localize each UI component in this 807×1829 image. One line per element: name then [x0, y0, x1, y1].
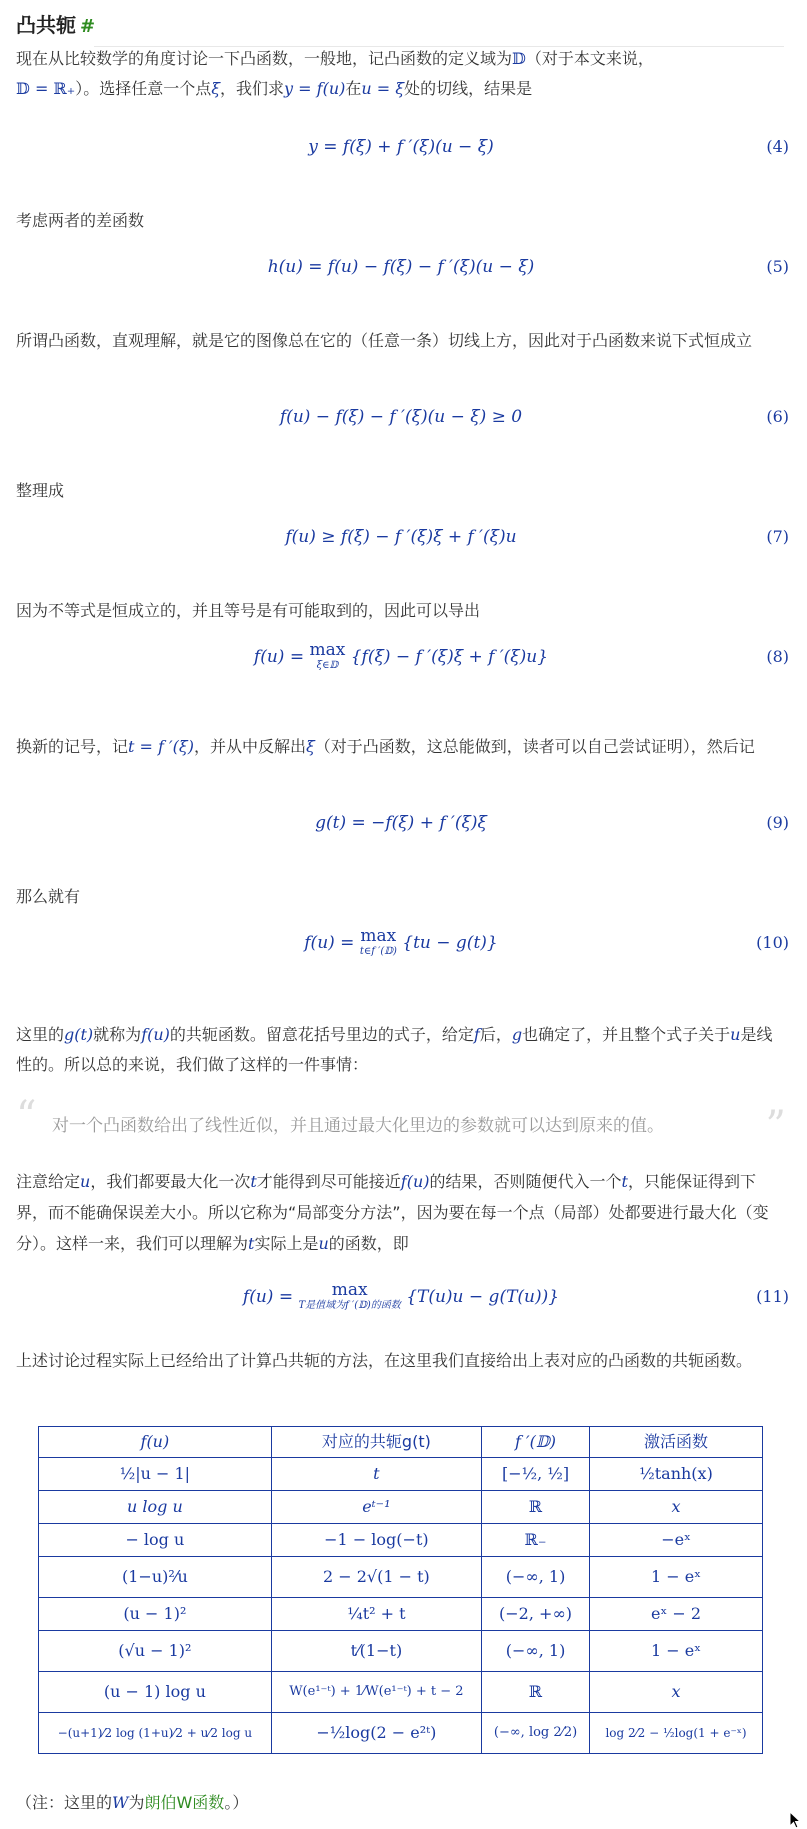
- table-row: [39, 1491, 763, 1524]
- cell: ℝ: [482, 1491, 590, 1524]
- cell: 2 − 2√(1 − t): [271, 1557, 481, 1598]
- quote-text: 对一个凸函数给出了线性近似，并且通过最大化里边的参数就可以达到原来的值。: [52, 1116, 664, 1136]
- cell: t⁄(1−t): [271, 1631, 481, 1672]
- cell: eˣ − 2: [590, 1598, 763, 1631]
- eq-lhs: f(u) =: [253, 647, 305, 667]
- math-t: t: [621, 1172, 628, 1191]
- text: （对于本文来说，: [525, 49, 654, 68]
- text: 。）: [224, 1793, 249, 1812]
- text: 在: [345, 79, 362, 98]
- cell: (√u − 1)²: [39, 1631, 272, 1672]
- header-conjugate: 对应的共轭g(t): [271, 1427, 481, 1458]
- cell: ½|u − 1|: [39, 1458, 272, 1491]
- text: ，并从中反解出: [193, 737, 306, 756]
- close-quote-icon: ”: [765, 1103, 786, 1149]
- heading-title: 凸共轭: [16, 13, 76, 37]
- text: ，我们都要最大化一次: [90, 1172, 251, 1191]
- math-t: t = f ′(ξ): [128, 737, 194, 756]
- max-operator: [360, 926, 397, 958]
- equation-number-6: (6): [766, 407, 789, 426]
- paragraph-local-variational: [16, 1166, 786, 1259]
- math-yfu: y = f(u): [284, 79, 346, 98]
- equation-number-5: (5): [766, 257, 789, 276]
- equation-7: f(u) ≥ f(ξ) − f ′(ξ)ξ + f ′(ξ)u: [285, 527, 517, 547]
- math-xi: ξ: [305, 737, 315, 756]
- paragraph-table-intro: 上述讨论过程实际上已经给出了计算凸共轭的方法，在这里我们直接给出上表对应的凸函数的共轭函数。: [16, 1351, 753, 1370]
- cell: u log u: [39, 1491, 272, 1524]
- cell: [−½, ½]: [482, 1458, 590, 1491]
- text: 处的切线，结果是: [404, 79, 533, 98]
- equation-number-10: (10): [756, 933, 789, 952]
- equation-10: [16, 926, 786, 960]
- cell: ℝ: [482, 1672, 590, 1713]
- max-subscript: ξ∈𝔻: [316, 660, 339, 671]
- table-row: [39, 1458, 763, 1491]
- equation-number-8: (8): [766, 647, 789, 666]
- paragraph-convex: 所谓凸函数，直观理解，就是它的图像总在它的（任意一条）切线上方，因此对于凸函数来说下式恒成立: [16, 331, 753, 350]
- header-fu: f(u): [39, 1427, 272, 1458]
- cell: ¼t² + t: [271, 1598, 481, 1631]
- eq-rhs: {f(ξ) − f ′(ξ)ξ + f ′(ξ)u}: [350, 647, 549, 667]
- table-row: [39, 1524, 763, 1557]
- equation-number-11: (11): [756, 1287, 789, 1306]
- math-fu: f(u): [141, 1025, 170, 1044]
- math-domain: 𝔻 = ℝ₊: [16, 79, 76, 98]
- header-activation: 激活函数: [590, 1427, 763, 1458]
- equation-11: [16, 1280, 786, 1314]
- cell: t: [271, 1458, 481, 1491]
- text: ）。选择任意一个点: [75, 79, 212, 98]
- math-u: u: [80, 1172, 91, 1191]
- equation-number-7: (7): [766, 527, 789, 546]
- blockquote: [16, 1093, 786, 1149]
- table-row: [39, 1672, 763, 1713]
- text: （注：这里的: [16, 1793, 113, 1812]
- math-xi: ξ: [211, 79, 221, 98]
- text: 是线性的。所以总的来说，我们做了这样的一件事情：: [16, 1025, 773, 1074]
- max-subscript: T是值域为f ′(𝔻)的函数: [298, 1300, 401, 1311]
- math-t: t: [248, 1234, 255, 1253]
- section-heading: [16, 8, 95, 44]
- equation-8: [16, 640, 786, 674]
- table-row: [39, 1557, 763, 1598]
- max-operator: [298, 1280, 400, 1312]
- paragraph-intro: [16, 44, 786, 104]
- text: ，只能保证得到下界，而不能确保误差大小。所以它称为“局部变分方法”，因为要在每一个点（局部）处都要进行最大化（变分）。这样一来，我们可以理解为: [16, 1172, 769, 1253]
- math-u: u: [730, 1025, 741, 1044]
- max-operator: [309, 640, 345, 672]
- cell: −1 − log(−t): [271, 1524, 481, 1557]
- math-uxi: u = ξ: [361, 79, 405, 98]
- cell: x: [590, 1672, 763, 1713]
- paragraph-notation: [16, 732, 786, 762]
- cell: x: [590, 1491, 763, 1524]
- paragraph-arrange: 整理成: [16, 481, 65, 500]
- cell: (u − 1) log u: [39, 1672, 272, 1713]
- paragraph-conjugate: [16, 1020, 786, 1080]
- equation-4: y = f(ξ) + f ′(ξ)(u − ξ): [308, 137, 494, 157]
- cell: (−∞, 1): [482, 1557, 590, 1598]
- max-word: max: [331, 1280, 368, 1300]
- header-range: f ′(𝔻): [482, 1427, 590, 1458]
- math-f: f: [473, 1025, 480, 1044]
- cell: W(e¹⁻ᵗ) + 1⁄W(e¹⁻ᵗ) + t − 2: [271, 1672, 481, 1713]
- eq-rhs: {tu − g(t)}: [402, 933, 498, 953]
- equation-9: g(t) = −f(ξ) + f ′(ξ)ξ: [315, 813, 487, 833]
- cell: − log u: [39, 1524, 272, 1557]
- eq-rhs: {T(u)u − g(T(u))}: [406, 1287, 560, 1307]
- max-word: max: [360, 926, 397, 946]
- paragraph-diff: 考虑两者的差函数: [16, 211, 145, 230]
- anchor-link[interactable]: #: [80, 16, 96, 37]
- math-W: W: [112, 1793, 129, 1812]
- text: 的函数，即: [328, 1234, 409, 1253]
- open-quote-icon: “: [16, 1093, 37, 1139]
- cell: ℝ₋: [482, 1524, 590, 1557]
- footnote: [16, 1788, 786, 1818]
- cell: 1 − eˣ: [590, 1631, 763, 1672]
- cell: log 2⁄2 − ½log(1 + e⁻ˣ): [590, 1713, 763, 1754]
- table-row: [39, 1713, 763, 1754]
- paragraph-derive: 因为不等式是恒成立的，并且等号是有可能取到的，因此可以导出: [16, 601, 481, 620]
- max-subscript: t∈f ′(𝔻): [359, 946, 397, 957]
- equation-number-9: (9): [766, 813, 789, 832]
- cell: −eˣ: [590, 1524, 763, 1557]
- paragraph-then: 那么就有: [16, 887, 81, 906]
- math-t: t: [250, 1172, 257, 1191]
- equation-number-4: (4): [766, 137, 789, 156]
- math-gt: g(t): [64, 1025, 94, 1044]
- equation-6: f(u) − f(ξ) − f ′(ξ)(u − ξ) ≥ 0: [279, 407, 523, 427]
- cell: (−∞, log 2⁄2): [482, 1713, 590, 1754]
- cell: (−2, +∞): [482, 1598, 590, 1631]
- table-row: [39, 1631, 763, 1672]
- equation-5: h(u) = f(u) − f(ξ) − f ′(ξ)(u − ξ): [267, 257, 535, 277]
- cell: (1−u)²⁄u: [39, 1557, 272, 1598]
- math-u: u: [318, 1234, 329, 1253]
- text: 实际上是: [254, 1234, 319, 1253]
- text: 为: [128, 1793, 145, 1812]
- text: 后，: [479, 1025, 512, 1044]
- math-D: 𝔻: [512, 49, 526, 68]
- mouse-cursor-icon: [789, 1811, 803, 1829]
- cell: −(u+1)⁄2 log (1+u)⁄2 + u⁄2 log u: [39, 1713, 272, 1754]
- text: 的共轭函数。留意花括号里边的式子，给定: [169, 1025, 474, 1044]
- lambert-w-link[interactable]: 朗伯W函数: [144, 1793, 225, 1812]
- cell: 1 − eˣ: [590, 1557, 763, 1598]
- text: 的结果，否则随便代入一个: [429, 1172, 622, 1191]
- cell: eᵗ⁻¹: [271, 1491, 481, 1524]
- table-header-row: [39, 1427, 763, 1458]
- text: 换新的记号，记: [16, 737, 129, 756]
- cell: (u − 1)²: [39, 1598, 272, 1631]
- math-g: g: [511, 1025, 523, 1044]
- text: ，我们求: [220, 79, 285, 98]
- text: （对于凸函数，这总能做到，读者可以自己尝试证明），然后记: [314, 737, 755, 756]
- max-word: max: [309, 640, 346, 660]
- text: 也确定了，并且整个式子关于: [522, 1025, 731, 1044]
- text: 才能得到尽可能接近: [256, 1172, 401, 1191]
- math-fu: f(u): [400, 1172, 430, 1191]
- table-row: [39, 1598, 763, 1631]
- eq-lhs: f(u) =: [242, 1287, 294, 1307]
- cell: −½log(2 − e²ᵗ): [271, 1713, 481, 1754]
- cell: ½tanh(x): [590, 1458, 763, 1491]
- text: 这里的: [16, 1025, 65, 1044]
- eq-lhs: f(u) =: [304, 933, 355, 953]
- text: 注意给定: [16, 1172, 81, 1191]
- conjugate-table: [38, 1426, 763, 1754]
- text: 就称为: [93, 1025, 142, 1044]
- cell: (−∞, 1): [482, 1631, 590, 1672]
- text: 现在从比较数学的角度讨论一下凸函数，一般地，记凸函数的定义域为: [16, 49, 513, 68]
